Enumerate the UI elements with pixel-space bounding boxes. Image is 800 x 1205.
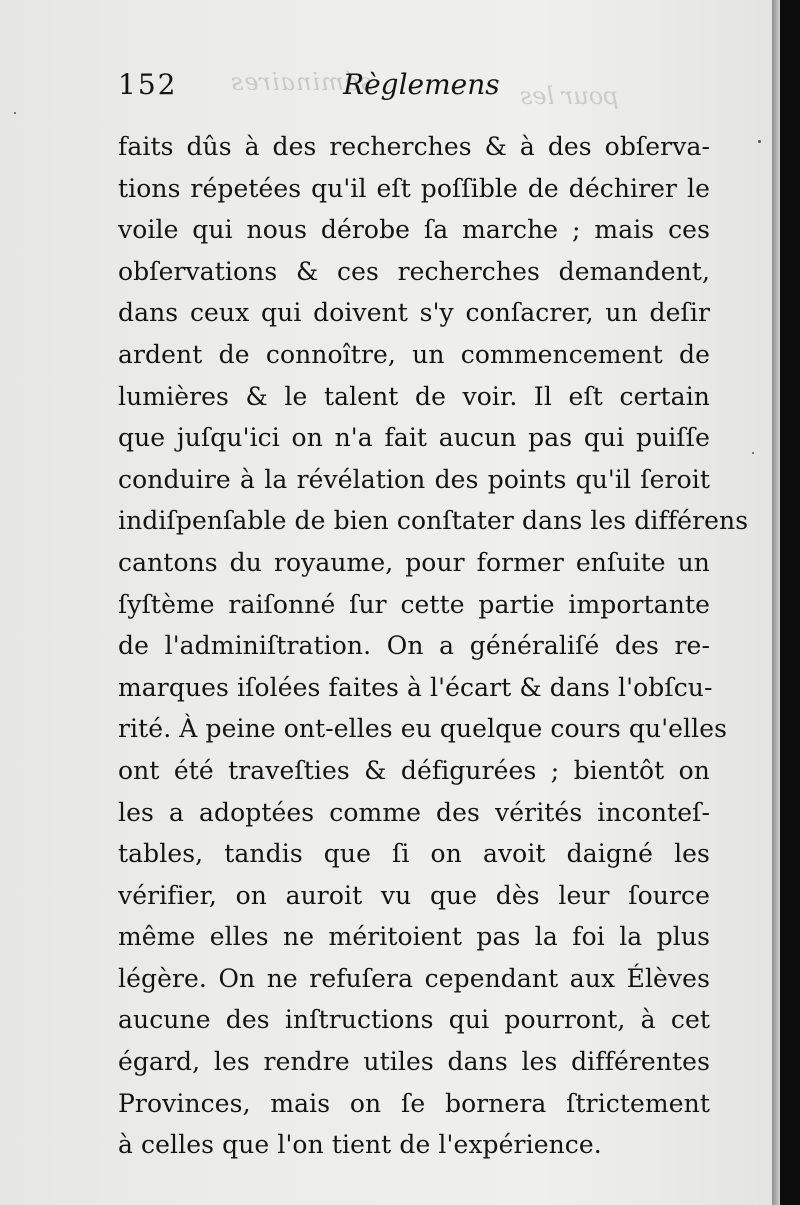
bleed-through-text: séminaires <box>230 68 373 96</box>
text-line: rité. À peine ont-elles eu quelque cours qu'elles <box>118 714 728 744</box>
text-line: dans ceux qui doivent s'y conſacrer, un deſir <box>118 298 710 328</box>
text-line: à celles que l'on tient de l'expérience. <box>118 1130 602 1160</box>
text-line: tables, tandis que ſi on avoit daigné les <box>118 839 710 869</box>
page-edge-shadow <box>772 0 780 1205</box>
text-line: que juſqu'ici on n'a fait aucun pas qui puiſſe <box>118 423 710 453</box>
text-line: égard, les rendre utiles dans les différentes <box>118 1047 710 1077</box>
text-line: Provinces, mais on ſe bornera ſtrictement <box>118 1088 710 1118</box>
text-line: de l'adminiſtration. On a généraliſé des re- <box>118 631 710 661</box>
text-line: obſervations & ces recherches demandent, <box>118 256 710 286</box>
text-line: vérifier, on auroit vu que dès leur ſource <box>118 880 710 910</box>
text-line: ſyſtème raiſonné ſur cette partie importante <box>118 589 710 619</box>
text-line: aucune des inſtructions qui pourront, à cet <box>118 1005 710 1035</box>
text-line: ont été traveſties & défigurées ; bientôt on <box>118 755 710 785</box>
text-line: conduire à la révélation des points qu'il ſeroit <box>118 464 710 494</box>
text-line: tions répetées qu'il eſt poſſible de déchirer le <box>118 173 710 203</box>
text-line: marques iſolées faites à l'écart & dans l'obſcu- <box>118 672 713 702</box>
page-header <box>118 68 708 108</box>
text-line: indiſpenſable de bien conſtater dans les différens <box>118 506 749 536</box>
running-head: Règlemens <box>343 68 500 101</box>
bleed-through-text: pour les <box>520 82 619 110</box>
text-line: même elles ne méritoient pas la foi la plus <box>118 922 710 952</box>
body-text <box>118 126 749 1166</box>
text-line: faits dûs à des recherches & à des obſerva- <box>118 132 710 161</box>
text-line: légère. On ne refuſera cependant aux Élèves <box>118 963 710 993</box>
text-line: lumières & le talent de voir. Il eſt certain <box>118 381 710 411</box>
text-line: les a adoptées comme des vérités inconteſ- <box>118 797 710 827</box>
paper-speck <box>14 112 16 114</box>
text-line: voile qui nous dérobe ſa marche ; mais ces <box>118 215 710 245</box>
paper-speck <box>758 140 761 143</box>
paper-speck <box>752 452 754 454</box>
text-line: ardent de connoître, un commencement de <box>118 339 710 369</box>
scan-border <box>780 0 800 1205</box>
page-number: 152 <box>118 68 178 101</box>
text-line: cantons du royaume, pour former enſuite un <box>118 547 710 577</box>
